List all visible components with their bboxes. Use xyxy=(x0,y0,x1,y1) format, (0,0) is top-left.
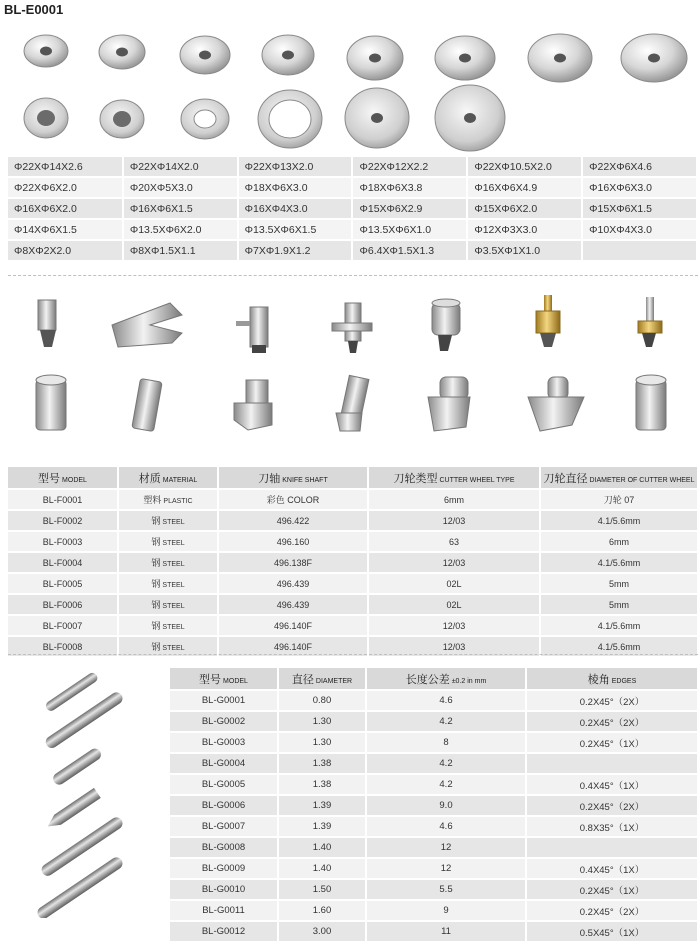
length-cell: 9 xyxy=(366,900,526,921)
wheel-size-cell: Φ18XΦ6X3.8 xyxy=(352,177,467,198)
material-en: PLASTIC xyxy=(163,498,193,505)
wheel-size-cell: Φ16XΦ4X3.0 xyxy=(238,198,353,219)
material-cell xyxy=(118,615,218,636)
material-cn: 钢 xyxy=(151,621,161,631)
model-cell: BL-G0002 xyxy=(170,711,278,732)
wheel-size-cell: Φ16XΦ6X1.5 xyxy=(123,198,238,219)
wheel-size-cell: Φ16XΦ6X4.9 xyxy=(467,177,582,198)
wheel-size-cell: Φ20XΦ5X3.0 xyxy=(123,177,238,198)
cutter-wheel-illustrations xyxy=(0,18,700,158)
length-cell: 4.2 xyxy=(366,774,526,795)
length-cell: 12 xyxy=(366,858,526,879)
material-en: STEEL xyxy=(162,561,185,568)
cutter-wheel xyxy=(345,88,409,148)
table-row xyxy=(170,732,698,753)
length-cell: 5.5 xyxy=(366,879,526,900)
model-cell: BL-F0004 xyxy=(8,552,118,573)
grid-row xyxy=(8,198,697,219)
knife-shaft-cell: 496.439 xyxy=(218,594,368,615)
table-row xyxy=(8,510,698,531)
section-divider xyxy=(8,275,698,276)
wheel-size-cell: Φ15XΦ6X1.5 xyxy=(582,198,697,219)
knife-shaft xyxy=(536,295,560,347)
column-header-en: DIAMETER OF CUTTER WHEEL xyxy=(589,476,695,484)
cutter-wheel xyxy=(24,35,68,67)
wheel-size-cell: Φ8XΦ2X2.0 xyxy=(8,240,123,261)
knife-shaft xyxy=(432,299,460,351)
table-row xyxy=(170,774,698,795)
knife-shaft-cell: 496.140F xyxy=(218,636,368,657)
column-header-cn: 长度公差 xyxy=(405,673,450,686)
column-header-cn: 刀轮直径 xyxy=(543,472,588,485)
length-cell: 4.6 xyxy=(366,816,526,837)
pin xyxy=(51,746,103,787)
wheel-size-cell: Φ22XΦ6X2.0 xyxy=(8,177,123,198)
wheel-size-cell: Φ22XΦ6X4.6 xyxy=(582,157,697,177)
cutter-wheel xyxy=(435,85,505,151)
wheel-type-cell: 6mm xyxy=(368,489,540,510)
model-cell: BL-G0001 xyxy=(170,690,278,711)
model-cell: BL-F0002 xyxy=(8,510,118,531)
table-row xyxy=(8,594,698,615)
cutter-wheel xyxy=(181,99,229,139)
material-cn: 钢 xyxy=(151,579,161,589)
knife-shaft xyxy=(332,303,372,353)
wheel-type-cell: 02L xyxy=(368,594,540,615)
edges-cell: 0.2X45°（2X） xyxy=(526,711,698,732)
column-header-cn: 型号 xyxy=(38,472,61,485)
knife-shaft-cell: 496.439 xyxy=(218,573,368,594)
wheel-diameter-cell: 4.1/5.6mm xyxy=(540,552,698,573)
cutter-wheel xyxy=(347,36,403,80)
diameter-cell: 1.38 xyxy=(278,774,366,795)
cutter-wheel xyxy=(100,100,144,138)
column-header-en: MATERIAL xyxy=(162,476,198,484)
knife-shaft-cell: 496.140F xyxy=(218,615,368,636)
wheel-type-cell: 12/03 xyxy=(368,615,540,636)
pin-spec-table xyxy=(170,668,699,943)
knife-shaft-cell: 496.138F xyxy=(218,552,368,573)
column-header-en: KNIFE SHAFT xyxy=(282,476,328,484)
wheel-diameter-cell: 4.1/5.6mm xyxy=(540,636,698,657)
table-row xyxy=(8,531,698,552)
knife-shaft-bottom-row xyxy=(36,375,666,432)
edges-cell: 0.4X45°（1X） xyxy=(526,774,698,795)
wheel-type-cell: 12/03 xyxy=(368,552,540,573)
column-header-en: CUTTER WHEEL TYPE xyxy=(439,476,515,484)
model-cell: BL-F0005 xyxy=(8,573,118,594)
material-cell xyxy=(118,573,218,594)
column-header xyxy=(366,668,526,690)
cutter-wheel xyxy=(262,35,314,75)
grid-row xyxy=(8,157,697,177)
diameter-cell: 1.50 xyxy=(278,879,366,900)
table-row xyxy=(170,900,698,921)
edges-cell: 0.2X45°（2X） xyxy=(526,795,698,816)
diameter-cell: 1.40 xyxy=(278,858,366,879)
diameter-cell: 1.60 xyxy=(278,900,366,921)
knife-shaft xyxy=(428,377,470,431)
knife-shaft-cell: 彩色 COLOR xyxy=(218,489,368,510)
wheel-size-cell: Φ16XΦ6X2.0 xyxy=(8,198,123,219)
pin xyxy=(44,671,99,713)
grid-row xyxy=(8,219,697,240)
material-cn: 钢 xyxy=(151,642,161,652)
model-cell: BL-G0011 xyxy=(170,900,278,921)
wheel-type-cell: 12/03 xyxy=(368,636,540,657)
pin xyxy=(44,788,100,832)
wheel-size-cell: Φ15XΦ6X2.9 xyxy=(352,198,467,219)
cutter-wheel xyxy=(180,36,230,74)
cutter-wheel xyxy=(435,36,495,80)
model-cell: BL-G0005 xyxy=(170,774,278,795)
column-header-en: ±0.2 in mm xyxy=(451,677,487,685)
length-cell: 12 xyxy=(366,837,526,858)
knife-shaft xyxy=(36,375,66,430)
table-row xyxy=(170,879,698,900)
model-cell: BL-F0001 xyxy=(8,489,118,510)
diameter-cell: 1.30 xyxy=(278,732,366,753)
wheel-size-cell: Φ18XΦ6X3.0 xyxy=(238,177,353,198)
pin-illustrations xyxy=(20,668,170,918)
model-cell: BL-G0008 xyxy=(170,837,278,858)
material-en: STEEL xyxy=(162,540,185,547)
material-en: STEEL xyxy=(162,603,185,610)
wheel-diameter-cell: 6mm xyxy=(540,531,698,552)
model-cell: BL-F0006 xyxy=(8,594,118,615)
table-row xyxy=(170,753,698,774)
wheel-size-cell: Φ13.5XΦ6X1.0 xyxy=(352,219,467,240)
column-header-cn: 棱角 xyxy=(587,673,610,686)
material-cell xyxy=(118,489,218,510)
length-cell: 4.2 xyxy=(366,753,526,774)
table-row xyxy=(170,816,698,837)
material-cell xyxy=(118,510,218,531)
cutter-wheel-size-grid xyxy=(8,157,698,262)
cutter-wheel xyxy=(24,98,68,138)
diameter-cell: 1.40 xyxy=(278,837,366,858)
column-header xyxy=(526,668,698,690)
table-row xyxy=(8,489,698,510)
column-header-cn: 材质 xyxy=(138,472,161,485)
table-row xyxy=(170,921,698,942)
column-header xyxy=(218,467,368,489)
wheel-diameter-cell: 刀轮 07 xyxy=(540,489,698,510)
table-row xyxy=(8,615,698,636)
material-en: STEEL xyxy=(162,645,185,652)
wheel-size-cell: Φ16XΦ6X3.0 xyxy=(582,177,697,198)
diameter-cell: 1.38 xyxy=(278,753,366,774)
edges-cell xyxy=(526,753,698,774)
column-header xyxy=(278,668,366,690)
knife-shaft xyxy=(636,375,666,430)
wheel-diameter-cell: 5mm xyxy=(540,594,698,615)
column-header xyxy=(8,467,118,489)
cutter-wheel xyxy=(258,90,322,148)
model-cell: BL-F0003 xyxy=(8,531,118,552)
wheel-size-cell: Φ22XΦ14X2.0 xyxy=(123,157,238,177)
diameter-cell: 0.80 xyxy=(278,690,366,711)
knife-shaft xyxy=(132,378,162,431)
wheel-diameter-cell: 5mm xyxy=(540,573,698,594)
grid-row xyxy=(8,240,697,261)
edges-cell: 0.5X45°（1X） xyxy=(526,921,698,942)
knife-shaft-spec-table xyxy=(8,467,699,658)
model-cell: BL-G0007 xyxy=(170,816,278,837)
material-en: STEEL xyxy=(162,582,185,589)
diameter-cell: 3.00 xyxy=(278,921,366,942)
material-cn: 钢 xyxy=(151,537,161,547)
column-header-en: MODEL xyxy=(62,476,87,484)
length-cell: 4.6 xyxy=(366,690,526,711)
material-cell xyxy=(118,552,218,573)
model-cell: BL-G0003 xyxy=(170,732,278,753)
knife-shaft xyxy=(336,375,369,431)
wheel-size-cell: Φ22XΦ10.5X2.0 xyxy=(467,157,582,177)
wheel-size-cell: Φ3.5XΦ1X1.0 xyxy=(467,240,582,261)
edges-cell: 0.2X45°（1X） xyxy=(526,879,698,900)
cutter-wheel xyxy=(99,35,145,69)
table-row xyxy=(170,711,698,732)
length-cell: 4.2 xyxy=(366,711,526,732)
wheel-size-cell: Φ13.5XΦ6X1.5 xyxy=(238,219,353,240)
material-cell xyxy=(118,594,218,615)
length-cell: 9.0 xyxy=(366,795,526,816)
wheel-type-cell: 63 xyxy=(368,531,540,552)
material-cell xyxy=(118,531,218,552)
material-cn: 钢 xyxy=(151,558,161,568)
wheel-type-cell: 12/03 xyxy=(368,510,540,531)
table-row xyxy=(8,573,698,594)
table-row xyxy=(8,552,698,573)
length-cell: 11 xyxy=(366,921,526,942)
model-cell: BL-G0006 xyxy=(170,795,278,816)
wheel-size-cell: Φ6.4XΦ1.5X1.3 xyxy=(352,240,467,261)
wheel-size-cell: Φ22XΦ14X2.6 xyxy=(8,157,123,177)
model-cell: BL-G0010 xyxy=(170,879,278,900)
wheel-size-cell: Φ12XΦ3X3.0 xyxy=(467,219,582,240)
model-cell: BL-F0008 xyxy=(8,636,118,657)
column-header-cn: 型号 xyxy=(199,673,222,686)
edges-cell: 0.2X45°（2X） xyxy=(526,900,698,921)
model-cell: BL-G0012 xyxy=(170,921,278,942)
knife-shaft xyxy=(528,377,584,431)
material-cn: 钢 xyxy=(151,516,161,526)
model-cell: BL-F0007 xyxy=(8,615,118,636)
table-row xyxy=(170,795,698,816)
wheel-row-2 xyxy=(24,85,505,151)
cutter-wheel xyxy=(621,34,687,82)
edges-cell: 0.2X45°（1X） xyxy=(526,732,698,753)
model-cell: BL-G0009 xyxy=(170,858,278,879)
column-header-en: DIAMETER xyxy=(315,677,353,685)
knife-shaft xyxy=(638,297,662,347)
column-header xyxy=(170,668,278,690)
wheel-size-cell: Φ10XΦ4X3.0 xyxy=(582,219,697,240)
knife-shaft xyxy=(234,380,272,430)
knife-shaft-top-row xyxy=(38,295,662,353)
knife-shaft-cell: 496.422 xyxy=(218,510,368,531)
diameter-cell: 1.30 xyxy=(278,711,366,732)
table-row xyxy=(170,837,698,858)
page-title: BL-E0001 xyxy=(4,2,64,17)
knife-shaft-cell: 496.160 xyxy=(218,531,368,552)
wheel-row-1 xyxy=(24,34,687,82)
column-header-cn: 刀轮类型 xyxy=(393,472,438,485)
wheel-diameter-cell: 4.1/5.6mm xyxy=(540,510,698,531)
column-header xyxy=(118,467,218,489)
wheel-size-cell: Φ13.5XΦ6X2.0 xyxy=(123,219,238,240)
length-cell: 8 xyxy=(366,732,526,753)
material-cn: 钢 xyxy=(151,600,161,610)
column-header-cn: 刀轴 xyxy=(258,472,281,485)
edges-cell xyxy=(526,837,698,858)
wheel-size-cell: Φ14XΦ6X1.5 xyxy=(8,219,123,240)
knife-shaft-illustrations xyxy=(0,285,700,460)
column-header-en: MODEL xyxy=(223,677,248,685)
knife-shaft xyxy=(38,300,56,347)
column-header xyxy=(368,467,540,489)
diameter-cell: 1.39 xyxy=(278,816,366,837)
table-row xyxy=(170,858,698,879)
wheel-size-cell: Φ22XΦ13X2.0 xyxy=(238,157,353,177)
material-cn: 塑料 xyxy=(143,495,162,505)
column-header xyxy=(540,467,698,489)
column-header-en: EDGES xyxy=(611,677,637,685)
material-en: STEEL xyxy=(162,519,185,526)
edges-cell: 0.8X35°（1X） xyxy=(526,816,698,837)
edges-cell: 0.4X45°（1X） xyxy=(526,858,698,879)
material-en: STEEL xyxy=(162,624,185,631)
wheel-size-cell: Φ15XΦ6X2.0 xyxy=(467,198,582,219)
diameter-cell: 1.39 xyxy=(278,795,366,816)
wheel-size-cell: Φ7XΦ1.9X1.2 xyxy=(238,240,353,261)
grid-row xyxy=(8,177,697,198)
edges-cell: 0.2X45°（2X） xyxy=(526,690,698,711)
knife-shaft xyxy=(112,303,182,347)
table-row xyxy=(170,690,698,711)
wheel-size-cell: Φ22XΦ12X2.2 xyxy=(352,157,467,177)
wheel-size-cell xyxy=(582,240,697,261)
section-divider xyxy=(8,654,698,655)
cutter-wheel xyxy=(528,34,592,82)
wheel-type-cell: 02L xyxy=(368,573,540,594)
wheel-diameter-cell: 4.1/5.6mm xyxy=(540,615,698,636)
knife-shaft xyxy=(236,307,268,353)
model-cell: BL-G0004 xyxy=(170,753,278,774)
wheel-size-cell: Φ8XΦ1.5X1.1 xyxy=(123,240,238,261)
column-header-cn: 直径 xyxy=(291,673,314,686)
